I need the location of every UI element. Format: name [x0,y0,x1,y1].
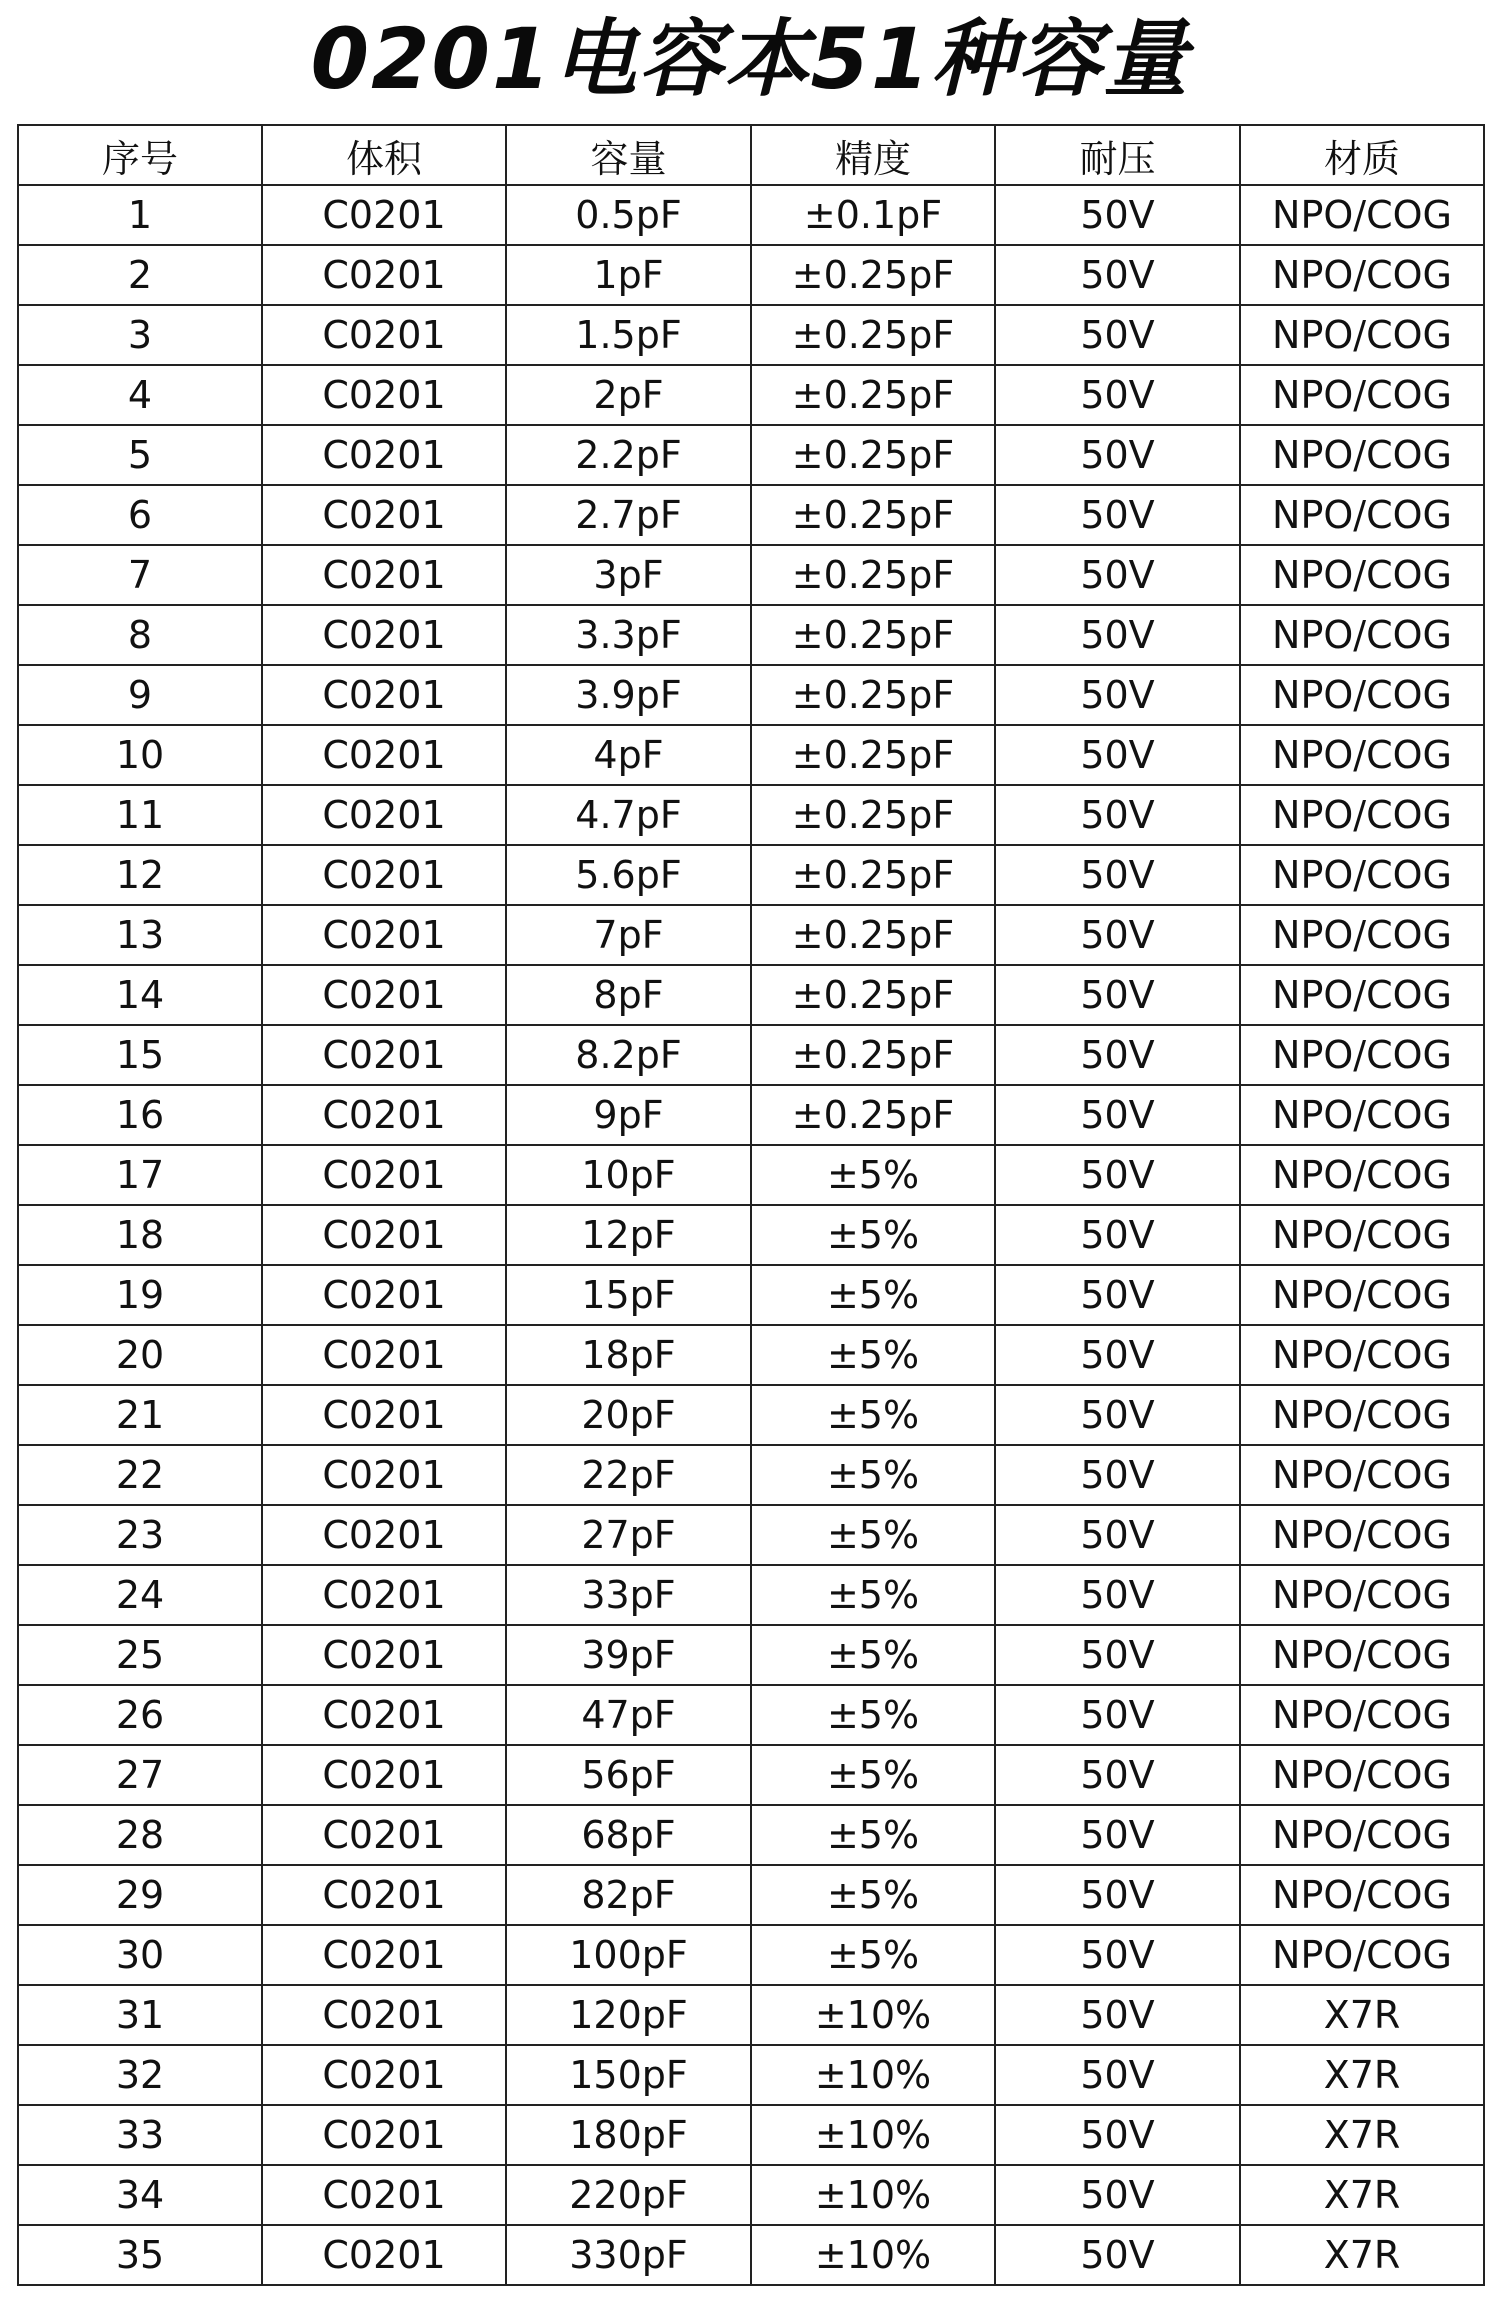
cell-package: C0201 [262,1805,506,1865]
cell-package: C0201 [262,2165,506,2225]
table-row [18,2045,1484,2105]
cell-index: 32 [18,2045,262,2105]
cell-capacitance: 150pF [506,2045,751,2105]
cell-tolerance: ±0.25pF [751,785,995,845]
cell-tolerance: ±10% [751,1985,995,2045]
cell-tolerance: ±5% [751,1745,995,1805]
cell-tolerance: ±5% [751,1565,995,1625]
cell-material: NPO/COG [1240,1265,1484,1325]
header-capacitance: 容量 [506,125,751,185]
cell-tolerance: ±5% [751,1925,995,1985]
cell-material: X7R [1240,2045,1484,2105]
cell-material: NPO/COG [1240,1445,1484,1505]
cell-tolerance: ±0.25pF [751,965,995,1025]
cell-material: X7R [1240,2225,1484,2285]
cell-voltage: 50V [995,1025,1240,1085]
cell-voltage: 50V [995,365,1240,425]
cell-index: 20 [18,1325,262,1385]
table-row [18,965,1484,1025]
cell-index: 17 [18,1145,262,1205]
cell-tolerance: ±5% [751,1685,995,1745]
cell-tolerance: ±0.25pF [751,605,995,665]
cell-index: 3 [18,305,262,365]
table-row [18,785,1484,845]
cell-voltage: 50V [995,185,1240,245]
cell-voltage: 50V [995,1925,1240,1985]
cell-index: 21 [18,1385,262,1445]
cell-package: C0201 [262,1265,506,1325]
cell-capacitance: 100pF [506,1925,751,1985]
cell-voltage: 50V [995,725,1240,785]
table-row [18,905,1484,965]
cell-voltage: 50V [995,605,1240,665]
table-row [18,545,1484,605]
table-row [18,1745,1484,1805]
cell-index: 9 [18,665,262,725]
cell-index: 8 [18,605,262,665]
table-row [18,605,1484,665]
table-row [18,845,1484,905]
cell-material: NPO/COG [1240,965,1484,1025]
cell-package: C0201 [262,1145,506,1205]
cell-index: 12 [18,845,262,905]
cell-capacitance: 12pF [506,1205,751,1265]
cell-index: 19 [18,1265,262,1325]
table-row [18,485,1484,545]
cell-tolerance: ±5% [751,1205,995,1265]
cell-package: C0201 [262,725,506,785]
header-index: 序号 [18,125,262,185]
cell-material: NPO/COG [1240,785,1484,845]
cell-capacitance: 1.5pF [506,305,751,365]
cell-capacitance: 39pF [506,1625,751,1685]
cell-index: 14 [18,965,262,1025]
cell-capacitance: 47pF [506,1685,751,1745]
cell-tolerance: ±0.25pF [751,1085,995,1145]
cell-tolerance: ±5% [751,1505,995,1565]
cell-material: NPO/COG [1240,1085,1484,1145]
table-row [18,2225,1484,2285]
cell-tolerance: ±0.25pF [751,725,995,785]
table-row [18,1445,1484,1505]
cell-tolerance: ±0.25pF [751,845,995,905]
cell-tolerance: ±10% [751,2045,995,2105]
cell-material: NPO/COG [1240,305,1484,365]
table-row [18,1205,1484,1265]
cell-material: NPO/COG [1240,365,1484,425]
cell-capacitance: 2.2pF [506,425,751,485]
cell-tolerance: ±5% [751,1805,995,1865]
cell-material: NPO/COG [1240,1625,1484,1685]
header-voltage: 耐压 [995,125,1240,185]
cell-package: C0201 [262,1445,506,1505]
table-row [18,1505,1484,1565]
cell-material: NPO/COG [1240,545,1484,605]
cell-voltage: 50V [995,545,1240,605]
cell-package: C0201 [262,2225,506,2285]
cell-tolerance: ±0.25pF [751,665,995,725]
table-header [18,125,1484,185]
table-row [18,185,1484,245]
cell-voltage: 50V [995,2225,1240,2285]
cell-index: 29 [18,1865,262,1925]
cell-voltage: 50V [995,1085,1240,1145]
table-header-row [18,125,1484,185]
cell-tolerance: ±5% [751,1445,995,1505]
cell-material: NPO/COG [1240,425,1484,485]
table-row [18,1085,1484,1145]
cell-capacitance: 33pF [506,1565,751,1625]
cell-capacitance: 7pF [506,905,751,965]
cell-material: NPO/COG [1240,1505,1484,1565]
cell-index: 15 [18,1025,262,1085]
table-row [18,1805,1484,1865]
cell-material: NPO/COG [1240,185,1484,245]
cell-tolerance: ±0.25pF [751,245,995,305]
cell-tolerance: ±5% [751,1265,995,1325]
cell-material: NPO/COG [1240,1145,1484,1205]
cell-package: C0201 [262,1985,506,2045]
cell-capacitance: 3pF [506,545,751,605]
cell-index: 5 [18,425,262,485]
cell-voltage: 50V [995,785,1240,845]
cell-capacitance: 220pF [506,2165,751,2225]
cell-package: C0201 [262,1385,506,1445]
cell-package: C0201 [262,845,506,905]
table-row [18,305,1484,365]
cell-tolerance: ±5% [751,1325,995,1385]
table-row [18,1625,1484,1685]
cell-capacitance: 15pF [506,1265,751,1325]
cell-voltage: 50V [995,1325,1240,1385]
cell-capacitance: 8pF [506,965,751,1025]
cell-tolerance: ±0.25pF [751,425,995,485]
cell-capacitance: 10pF [506,1145,751,1205]
table-row [18,1865,1484,1925]
cell-material: NPO/COG [1240,1325,1484,1385]
cell-voltage: 50V [995,1985,1240,2045]
cell-package: C0201 [262,1205,506,1265]
cell-voltage: 50V [995,1145,1240,1205]
cell-index: 24 [18,1565,262,1625]
cell-material: X7R [1240,2165,1484,2225]
capacitor-table [17,124,1485,2286]
cell-package: C0201 [262,665,506,725]
cell-voltage: 50V [995,965,1240,1025]
cell-package: C0201 [262,785,506,845]
cell-package: C0201 [262,245,506,305]
cell-package: C0201 [262,1505,506,1565]
cell-tolerance: ±0.25pF [751,365,995,425]
cell-capacitance: 22pF [506,1445,751,1505]
cell-index: 16 [18,1085,262,1145]
cell-package: C0201 [262,545,506,605]
cell-capacitance: 180pF [506,2105,751,2165]
table-row [18,1385,1484,1445]
cell-voltage: 50V [995,1805,1240,1865]
cell-index: 23 [18,1505,262,1565]
table-row [18,1925,1484,1985]
cell-capacitance: 330pF [506,2225,751,2285]
cell-capacitance: 1pF [506,245,751,305]
cell-tolerance: ±5% [751,1865,995,1925]
cell-capacitance: 5.6pF [506,845,751,905]
cell-package: C0201 [262,1025,506,1085]
cell-material: NPO/COG [1240,485,1484,545]
table-row [18,245,1484,305]
cell-material: X7R [1240,2105,1484,2165]
cell-capacitance: 56pF [506,1745,751,1805]
cell-index: 30 [18,1925,262,1985]
table-row [18,1325,1484,1385]
cell-index: 26 [18,1685,262,1745]
cell-material: NPO/COG [1240,605,1484,665]
cell-voltage: 50V [995,1265,1240,1325]
cell-tolerance: ±10% [751,2165,995,2225]
cell-material: NPO/COG [1240,1805,1484,1865]
cell-material: NPO/COG [1240,1685,1484,1745]
cell-index: 7 [18,545,262,605]
cell-index: 2 [18,245,262,305]
cell-material: NPO/COG [1240,1925,1484,1985]
cell-index: 25 [18,1625,262,1685]
cell-tolerance: ±0.25pF [751,485,995,545]
cell-material: NPO/COG [1240,1025,1484,1085]
table-row [18,2165,1484,2225]
cell-tolerance: ±10% [751,2105,995,2165]
cell-package: C0201 [262,1865,506,1925]
cell-voltage: 50V [995,305,1240,365]
cell-index: 27 [18,1745,262,1805]
cell-voltage: 50V [995,845,1240,905]
cell-index: 11 [18,785,262,845]
cell-capacitance: 68pF [506,1805,751,1865]
table-row [18,2105,1484,2165]
page-title: 0201电容本51种容量 [310,10,1190,108]
cell-capacitance: 20pF [506,1385,751,1445]
header-tolerance: 精度 [751,125,995,185]
table-row [18,1685,1484,1745]
cell-voltage: 50V [995,1505,1240,1565]
cell-package: C0201 [262,905,506,965]
cell-capacitance: 0.5pF [506,185,751,245]
cell-voltage: 50V [995,485,1240,545]
table-row [18,1265,1484,1325]
cell-tolerance: ±5% [751,1385,995,1445]
cell-package: C0201 [262,605,506,665]
cell-material: NPO/COG [1240,845,1484,905]
cell-package: C0201 [262,2105,506,2165]
cell-material: NPO/COG [1240,1385,1484,1445]
table-row [18,425,1484,485]
cell-tolerance: ±0.25pF [751,545,995,605]
cell-tolerance: ±0.25pF [751,905,995,965]
cell-voltage: 50V [995,1445,1240,1505]
cell-package: C0201 [262,965,506,1025]
cell-voltage: 50V [995,665,1240,725]
table-row [18,665,1484,725]
cell-package: C0201 [262,1625,506,1685]
table-row [18,725,1484,785]
cell-package: C0201 [262,185,506,245]
cell-voltage: 50V [995,1625,1240,1685]
cell-tolerance: ±0.25pF [751,1025,995,1085]
cell-material: NPO/COG [1240,1565,1484,1625]
header-material: 材质 [1240,125,1484,185]
cell-voltage: 50V [995,2165,1240,2225]
cell-capacitance: 9pF [506,1085,751,1145]
cell-index: 33 [18,2105,262,2165]
cell-capacitance: 4.7pF [506,785,751,845]
cell-voltage: 50V [995,1565,1240,1625]
cell-package: C0201 [262,1745,506,1805]
table-row [18,365,1484,425]
cell-package: C0201 [262,1925,506,1985]
cell-package: C0201 [262,305,506,365]
cell-index: 22 [18,1445,262,1505]
cell-voltage: 50V [995,1385,1240,1445]
cell-material: NPO/COG [1240,1745,1484,1805]
cell-tolerance: ±0.1pF [751,185,995,245]
cell-material: NPO/COG [1240,905,1484,965]
cell-package: C0201 [262,1325,506,1385]
cell-voltage: 50V [995,1205,1240,1265]
cell-tolerance: ±5% [751,1625,995,1685]
cell-package: C0201 [262,365,506,425]
cell-tolerance: ±0.25pF [751,305,995,365]
table-body [18,185,1484,2285]
cell-voltage: 50V [995,1745,1240,1805]
cell-capacitance: 4pF [506,725,751,785]
cell-index: 31 [18,1985,262,2045]
cell-voltage: 50V [995,425,1240,485]
cell-capacitance: 3.9pF [506,665,751,725]
cell-material: X7R [1240,1985,1484,2045]
cell-capacitance: 3.3pF [506,605,751,665]
cell-capacitance: 120pF [506,1985,751,2045]
cell-index: 4 [18,365,262,425]
cell-package: C0201 [262,1085,506,1145]
cell-voltage: 50V [995,1865,1240,1925]
table-row [18,1565,1484,1625]
cell-index: 13 [18,905,262,965]
capacitor-table-container [17,124,1483,2286]
cell-capacitance: 2pF [506,365,751,425]
cell-capacitance: 18pF [506,1325,751,1385]
cell-package: C0201 [262,485,506,545]
cell-package: C0201 [262,425,506,485]
cell-material: NPO/COG [1240,665,1484,725]
cell-index: 18 [18,1205,262,1265]
cell-index: 10 [18,725,262,785]
cell-material: NPO/COG [1240,245,1484,305]
table-row [18,1145,1484,1205]
table-row [18,1985,1484,2045]
cell-voltage: 50V [995,2105,1240,2165]
cell-tolerance: ±10% [751,2225,995,2285]
cell-voltage: 50V [995,1685,1240,1745]
cell-capacitance: 27pF [506,1505,751,1565]
cell-voltage: 50V [995,2045,1240,2105]
cell-index: 1 [18,185,262,245]
cell-package: C0201 [262,2045,506,2105]
cell-capacitance: 2.7pF [506,485,751,545]
cell-material: NPO/COG [1240,1865,1484,1925]
cell-voltage: 50V [995,245,1240,305]
cell-index: 34 [18,2165,262,2225]
cell-index: 6 [18,485,262,545]
cell-tolerance: ±5% [751,1145,995,1205]
cell-package: C0201 [262,1685,506,1745]
cell-index: 28 [18,1805,262,1865]
cell-package: C0201 [262,1565,506,1625]
cell-capacitance: 82pF [506,1865,751,1925]
cell-voltage: 50V [995,905,1240,965]
table-row [18,1025,1484,1085]
cell-index: 35 [18,2225,262,2285]
cell-material: NPO/COG [1240,1205,1484,1265]
header-package: 体积 [262,125,506,185]
cell-material: NPO/COG [1240,725,1484,785]
cell-capacitance: 8.2pF [506,1025,751,1085]
